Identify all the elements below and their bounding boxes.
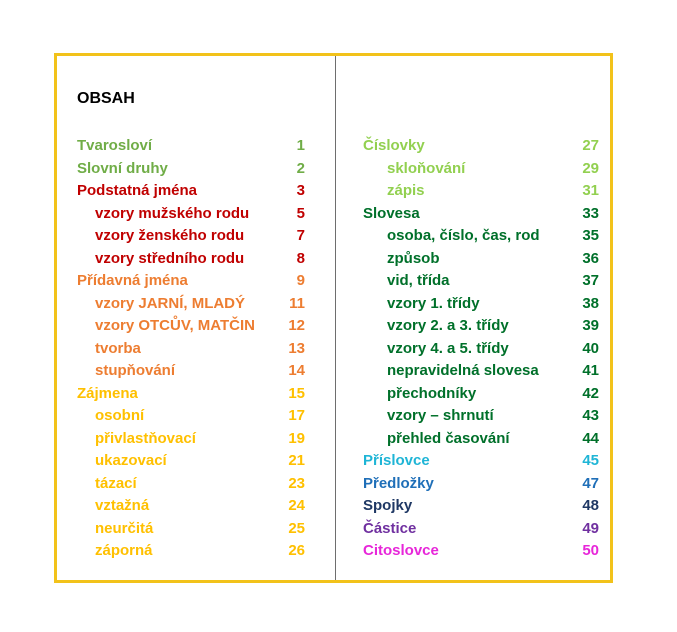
toc-entry-label: zápis [387,182,425,199]
toc-entry-label: vzory 4. a 5. třídy [387,339,509,357]
toc-entry-page: 35 [582,227,599,244]
toc-entry-label: osobní [95,407,145,424]
toc-entry-label: vzory JARNÍ, MLADÝ [95,294,246,312]
toc-entry-page: 33 [582,204,599,222]
toc-entry-page: 9 [296,272,305,289]
toc-entry-label: Přídavná jména [77,272,188,289]
toc-entry-page: 31 [582,182,599,199]
toc-entry-label: Tvarosloví [77,137,153,154]
toc-entry-page: 37 [582,272,599,289]
toc-entry-page: 19 [288,429,305,447]
toc-entry-page: 41 [582,362,599,379]
toc-entry-page: 11 [289,294,305,312]
toc-entry-label: osoba, číslo, čas, rod [387,227,540,244]
toc-entry-page: 12 [288,317,305,334]
toc-entry-page: 5 [296,204,305,222]
toc-entry-label: nepravidelná slovesa [387,362,539,379]
toc-entry-label: vzory 1. třídy [387,294,480,312]
toc-entry-page: 1 [296,137,305,154]
toc-entry-page: 27 [582,137,599,154]
toc-entry-label: Slovní druhy [77,159,168,177]
toc-entry-page: 50 [582,542,599,559]
toc-entry-label: vzory středního rodu [95,249,245,267]
toc-entry-page: 24 [288,497,305,514]
toc-entry-label: Číslovky [363,137,425,154]
toc-entry-label: Slovesa [363,204,420,222]
toc-entry-label: vid, třída [387,272,450,289]
toc-entry-page: 2 [296,159,305,177]
toc-entry-page: 25 [288,519,305,537]
toc-entry-label: přivlastňovací [95,429,196,447]
toc-entry-page: 8 [296,249,305,267]
toc-entry-page: 42 [582,384,599,402]
toc-entry-page: 21 [288,452,305,469]
toc-entry-page: 15 [288,384,305,402]
toc-entry-label: tvorba [95,339,141,357]
toc-entry-label: vzory 2. a 3. třídy [387,317,509,334]
toc-entry-page: 17 [288,407,305,424]
toc-entry-label: Příslovce [363,452,430,469]
toc-entry-label: stupňování [95,362,176,379]
toc-entry-label: skloňování [387,159,466,177]
toc-entry-label: neurčitá [95,519,154,537]
toc-entry-page: 3 [296,182,305,199]
toc-entry-page: 45 [582,452,599,469]
toc-entry-label: Spojky [363,497,413,514]
toc-entry-page: 26 [288,542,305,559]
toc-entry-label: záporná [95,542,153,559]
toc-entry-page: 47 [582,474,599,492]
toc-entry-page: 7 [296,227,305,244]
toc-entry-page: 13 [288,339,305,357]
toc-entry-label: Citoslovce [363,542,439,559]
toc-entry-page: 40 [582,339,599,357]
toc-entry-label: vzory – shrnutí [387,407,494,424]
toc-entry-label: Podstatná jména [77,182,198,199]
toc-entry-page: 23 [288,474,305,492]
toc-entry-page: 36 [582,249,599,267]
toc-entry-page: 39 [582,317,599,334]
toc-entry-label: Částice [363,519,417,537]
toc-entry-label: přehled časování [387,429,510,447]
toc-entry-label: vzory OTCŮV, MATČIN [95,317,256,334]
toc-entry-label: vztažná [95,497,150,514]
toc-entry-page: 29 [582,159,599,177]
page-title: OBSAH [77,90,135,107]
toc-entry-label: vzory mužského rodu [95,204,250,222]
toc-entry-label: tázací [95,474,137,492]
toc-entry-page: 49 [582,519,599,537]
toc-entry-label: Předložky [363,474,434,492]
toc-entry-label: Zájmena [77,384,138,402]
toc-entry-page: 48 [582,497,599,514]
toc-entry-page: 14 [288,362,305,379]
toc-entry-label: ukazovací [95,452,167,469]
toc-entry-page: 38 [582,294,599,312]
toc-entry-label: přechodníky [387,384,477,402]
toc-entry-page: 44 [582,429,599,447]
toc-entry-label: vzory ženského rodu [95,227,245,244]
column-divider [335,56,336,580]
toc-entry-page: 43 [582,407,599,424]
toc-entry-label: způsob [387,249,440,267]
